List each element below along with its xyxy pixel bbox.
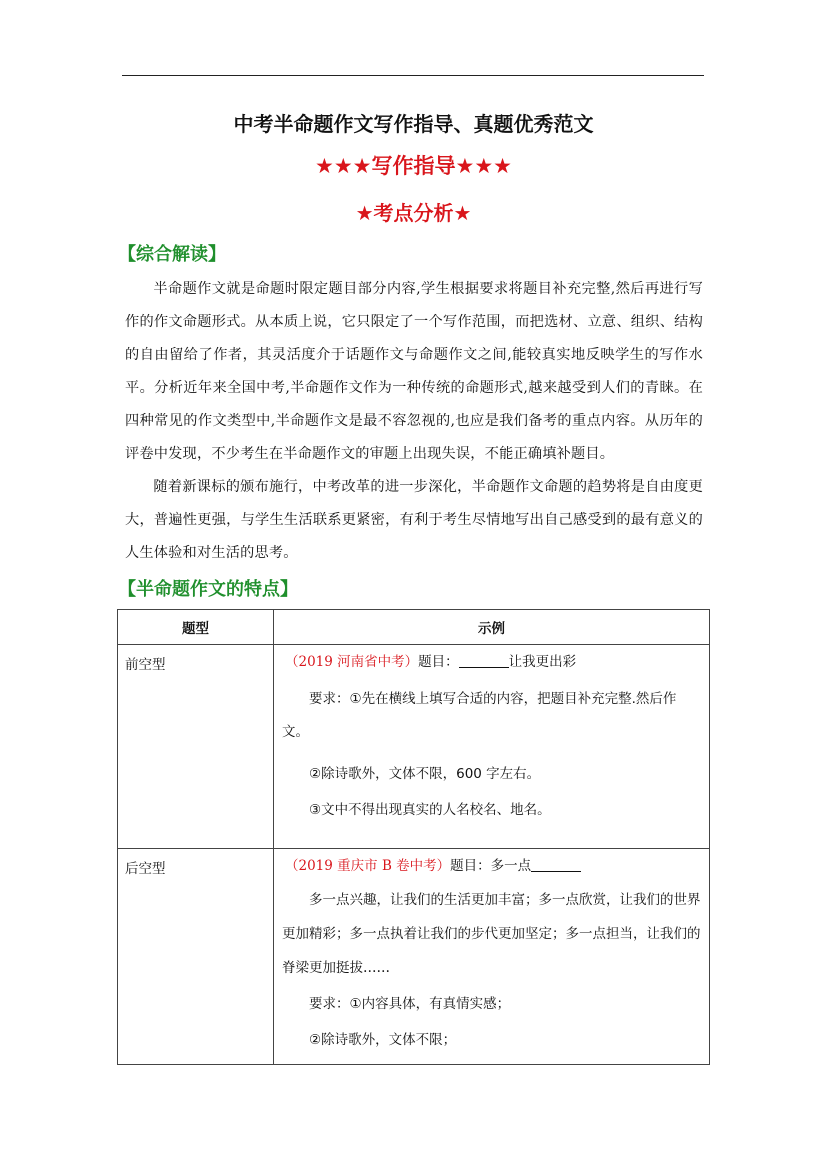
features-table: [117, 609, 710, 1065]
header-example: 示例: [274, 610, 710, 645]
requirement-2: ②除诗歌外，文体不限；: [309, 1032, 457, 1048]
row-example: [274, 849, 710, 1065]
header-rule: [122, 75, 704, 76]
exam-analysis-heading: ★考点分析★: [355, 201, 472, 225]
table-row: [118, 849, 710, 1065]
prompt-line: [282, 855, 701, 877]
prompt-line: [282, 651, 701, 673]
source-label: （2019 河南省中考）: [285, 654, 419, 670]
requirement-1: 要求：①内容具体，有真情实感；: [309, 996, 511, 1012]
prompt-prefix: 题目：多一点: [450, 858, 532, 874]
source-label: （2019 重庆市 B 卷中考）: [285, 858, 451, 874]
requirement-3: ③文中不得出现真实的人名校名、地名。: [309, 802, 551, 818]
prompt-material: 多一点兴趣，让我们的生活更加丰富；多一点欣赏，让我们的世界更加精彩；多一点执着让我们的步代更加坚定；多一点担当，让我们的脊梁更加挺拔……: [282, 892, 701, 976]
fill-blank-line: [531, 857, 581, 872]
prompt-prefix: 题目：: [418, 654, 459, 670]
row-example: [274, 645, 710, 849]
requirement-1: 要求：①先在横线上填写合适的内容，把题目补充完整.然后作文。: [282, 691, 677, 740]
table-row: [118, 645, 710, 849]
fill-blank-line: [459, 653, 509, 668]
table-header-row: [118, 610, 710, 645]
prompt-suffix: 让我更出彩: [508, 654, 577, 670]
overview-paragraph-2: 随着新课标的颁布施行，中考改革的进一步深化，半命题作文命题的趋势将是自由度更大，普遍性更强，与学生生活联系更紧密，有利于考生尽情地写出自己感受到的最有意义的人生体验和对生活的思考。: [125, 479, 703, 561]
row-type-back-blank: 后空型: [118, 849, 274, 1065]
document-title: 中考半命题作文写作指导、真题优秀范文: [233, 112, 594, 136]
requirement-2: ②除诗歌外，文体不限，600 字左右。: [309, 766, 541, 782]
header-type: 题型: [118, 610, 274, 645]
section-heading-features: 【半命题作文的特点】: [118, 579, 298, 600]
row-type-front-blank: 前空型: [118, 645, 274, 849]
writing-guide-heading: ★★★写作指导★★★: [315, 154, 512, 178]
overview-paragraph-1: 半命题作文就是命题时限定题目部分内容,学生根据要求将题目补充完整,然后再进行写作的作文命题形式。从本质上说，它只限定了一个写作范围，而把选材、立意、组织、结构的自由留给了作者，其灵活度介于话题作文与命题作文之间,能较真实地反映学生的写作水平。分析近年来全国中考,半命题作文作为一种传统的命题形式,越来越受到人们的青睐。在四种常见的作文类型中,半命题作文是最不容忽视的,也应是我们备考的重点内容。从历年的评卷中发现，不少考生在半命题作文的审题上出现失误，不能正确填补题目。: [125, 281, 703, 462]
section-heading-overview: 【综合解读】: [118, 244, 226, 265]
